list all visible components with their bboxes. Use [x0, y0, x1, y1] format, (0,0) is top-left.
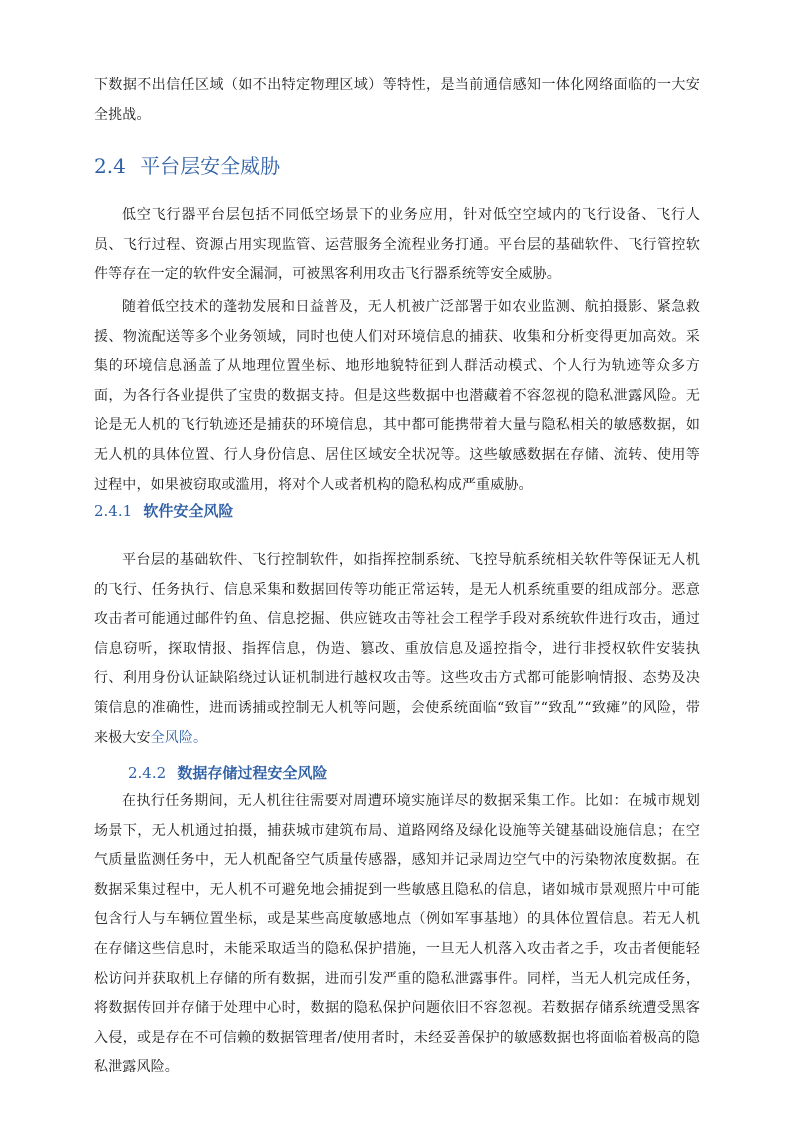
paragraph-data-storage-risk: 在执行任务期间，无人机往往需要对周遭环境实施详尽的数据采集工作。比如：在城市规划场景下，无人机通过拍摄，捕获城市建筑布局、道路网络及绿化设施等关键基础设施信息；在空气质量监测任务中，无人机配备空气质量传感器，感知并记录周边空气中的污染物浓度数据。在数据采集过程中，无人机不可避免地会捕捉到一些敏感且隐私的信息，诸如城市景观照片中可能包含行人与车辆位置坐标，或是某些高度敏感地点（例如军事基地）的具体位置信息。若无人机在存储这些信息时，未能采取适当的隐私保护措施，一旦无人机落入攻击者之手，攻击者便能轻松访问并获取机上存储的所有数据，进而引发严重的隐私泄露事件。同样，当无人机完成任务，将数据传回并存储于处理中心时，数据的隐私保护问题依旧不容忽视。若数据存储系统遭受黑客入侵，或是存在不可信赖的数据管理者/使用者时，未经妥善保护的敏感数据也将面临着极高的隐私泄露风险。: [94, 793, 700, 1076]
paragraph-text-highlight: 全风险。: [150, 729, 208, 746]
section-title: 平台层安全威胁: [140, 154, 281, 178]
paragraph-software-risk: [94, 546, 700, 753]
paragraph-privacy-risk: 随着低空技术的蓬勃发展和日益普及，无人机被广泛部署于如农业监测、航拍摄影、紧急救援、物流配送等多个业务领域，同时也使人们对环境信息的捕获、收集和分析变得更加高效。采集的环境信息涵盖了从地理位置坐标、地形地貌特征到人群活动模式、个人行为轨迹等众多方面，为各行各业提供了宝贵的数据支持。但是这些数据中也潜藏着不容忽视的隐私泄露风险。无论是无人机的飞行轨迹还是捕获的环境信息，其中都可能携带着大量与隐私相关的敏感数据，如无人机的具体位置、行人身份信息、居住区域安全状况等。这些敏感数据在存储、流转、使用等过程中，如果被窃取或滥用，将对个人或者机构的隐私构成严重威胁。: [94, 299, 700, 493]
section-number: 2.4: [94, 154, 126, 178]
paragraph-text: 平台层的基础软件、飞行控制软件，如指挥控制系统、飞控导航系统相关软件等保证无人机的飞行、任务执行、信息采集和数据回传等功能正常运转，是无人机系统重要的组成部分。恶意攻击者可能通过邮件钓鱼、信息挖掘、供应链攻击等社会工程学手段对系统软件进行攻击，通过信息窃听，探取情报、指挥信息，伪造、篡改、重放信息及遥控指令，进行非授权软件安装执行、利用身份认证缺陷绕过认证机制进行越权攻击等。这些攻击方式都可能影响情报、态势及决策信息的准确性，进而诱捕或控制无人机等问题，会使系统面临“致盲”“致乱”“致瘫”的风险，带来极大安: [94, 552, 700, 746]
subsection-title: 软件安全风险: [143, 502, 234, 520]
paragraph-platform-layer: 低空飞行器平台层包括不同低空场景下的业务应用，针对低空空域内的飞行设备、飞行人员、飞行过程、资源占用实现监管、运营服务全流程业务打通。平台层的基础软件、飞行管控软件等存在一定的软件安全漏洞，可被黑客利用攻击飞行器系统等安全威胁。: [94, 207, 700, 283]
paragraph-continuation: 下数据不出信任区域（如不出特定物理区域）等特性，是当前通信感知一体化网络面临的一大安全挑战。: [94, 77, 700, 123]
subsection-heading-2-4-2: [128, 762, 327, 783]
subsection-number: 2.4.1: [94, 502, 133, 520]
subsection-number: 2.4.2: [128, 764, 167, 782]
section-heading-2-4: [94, 150, 280, 179]
subsection-heading-2-4-1: [94, 500, 233, 521]
subsection-title: 数据存储过程安全风险: [177, 764, 328, 782]
